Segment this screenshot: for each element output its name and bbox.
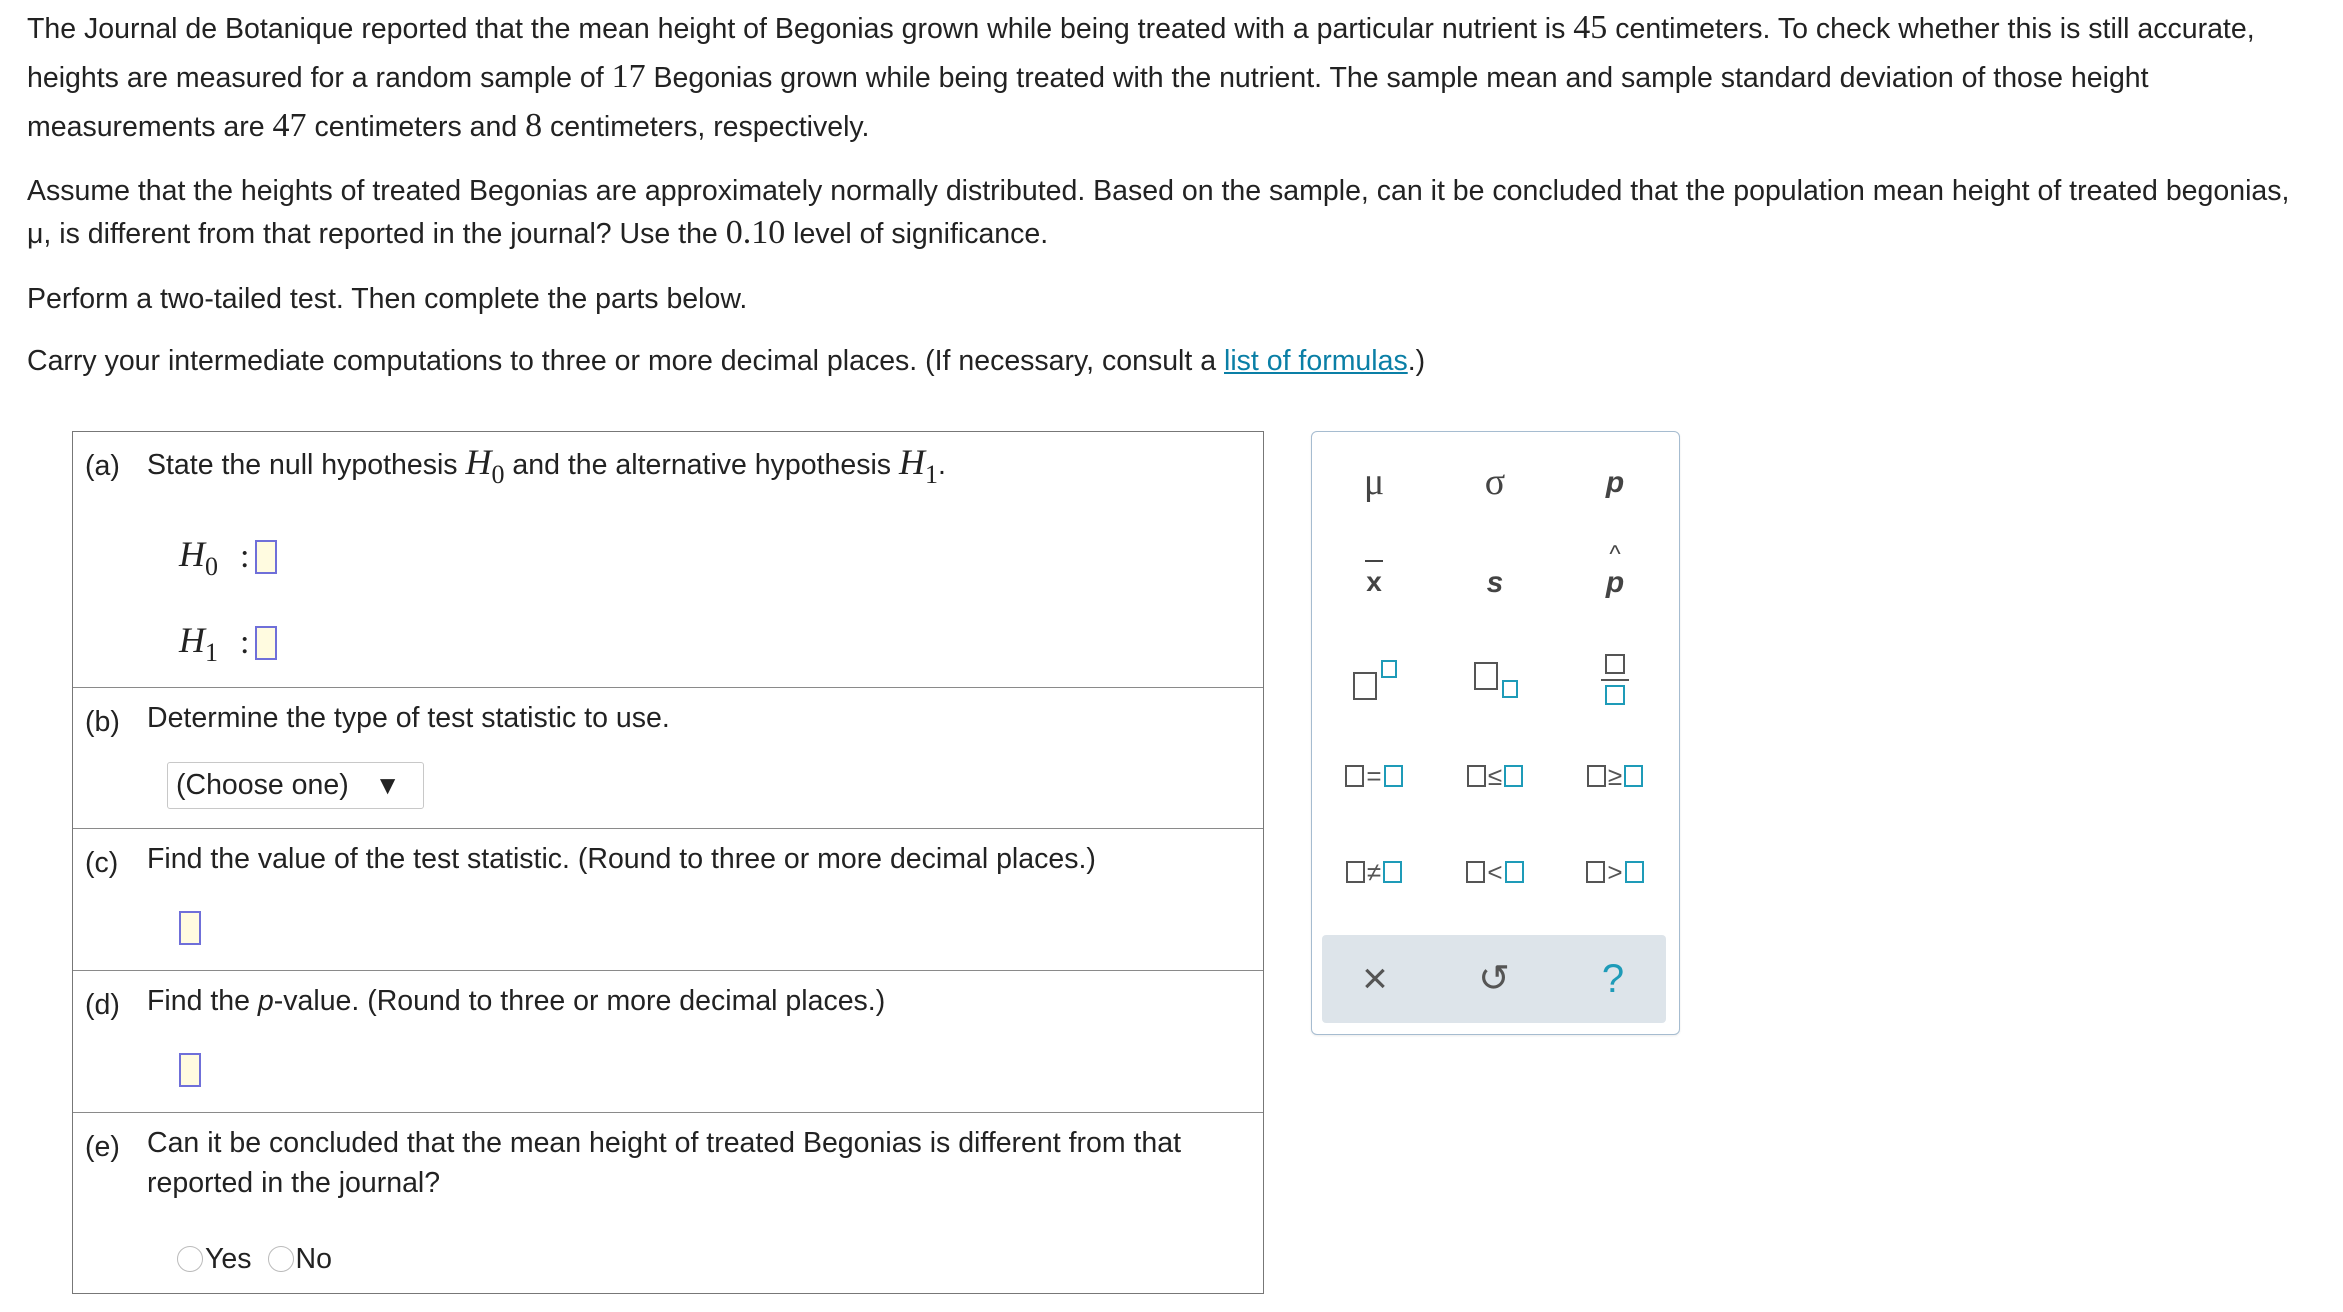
part-e: [73, 1113, 1263, 1293]
p-hat-button[interactable]: [1575, 540, 1655, 612]
x-bar-button[interactable]: [1334, 552, 1414, 612]
less-equal-icon: ≤: [1467, 754, 1523, 798]
greater-equal-button[interactable]: [1575, 746, 1655, 806]
part-d-label: (d): [85, 989, 120, 1021]
s-button[interactable]: [1455, 552, 1535, 612]
superscript-icon: [1349, 658, 1399, 702]
part-c-label: (c): [85, 847, 119, 879]
less-than-button[interactable]: [1455, 842, 1535, 902]
h1-symbol: $H_1$: [179, 620, 218, 667]
sigma-button[interactable]: [1455, 452, 1535, 512]
h0-input[interactable]: [255, 540, 277, 574]
problem-paragraph-3: Perform a two-tailed test. Then complete the parts below.: [27, 283, 748, 315]
part-a-prompt: State the null hypothesis $H_0$ and the alternative hypothesis $H_1$.: [147, 442, 946, 489]
test-statistic-select[interactable]: [167, 762, 424, 809]
null-hypothesis-row: $H_0$ :: [179, 524, 277, 589]
equals-icon: =: [1345, 754, 1402, 798]
yes-radio[interactable]: [177, 1246, 203, 1272]
s-icon: s: [1486, 565, 1504, 599]
mu-button[interactable]: [1334, 452, 1414, 512]
help-button[interactable]: [1578, 949, 1648, 1009]
symbol-palette: [1311, 431, 1680, 1035]
part-c-prompt: Find the value of the test statistic. (Round to three or more decimal places.): [147, 843, 1096, 875]
equals-button[interactable]: [1334, 746, 1414, 806]
part-a: [73, 432, 1263, 688]
conclusion-radio-group: [177, 1235, 348, 1283]
close-icon: ×: [1362, 954, 1388, 1003]
p-icon: p: [1605, 465, 1625, 499]
not-equal-icon: ≠: [1346, 850, 1402, 894]
greater-equal-icon: ≥: [1587, 754, 1643, 798]
problem-paragraph-1: The Journal de Botanique reported that the mean height of Begonias grown while being treated with a particular nutrient is 45 centimeters. To check whether this is still accurate, heights are measured for a random sample of 17 Begonias grown while being treated with the nutrient. The sample mean and sample standard deviation of those height measurements are 47 centimeters and 8 centimeters, respectively.: [27, 9, 2255, 144]
dropdown-arrow-icon: ▼: [374, 770, 401, 801]
part-b: [73, 688, 1263, 829]
palette-toolbar: [1322, 935, 1666, 1023]
greater-than-button[interactable]: [1575, 842, 1655, 902]
mu-icon: μ: [1363, 460, 1385, 503]
select-value: (Choose one): [176, 769, 349, 802]
undo-button[interactable]: [1459, 949, 1529, 1009]
x-bar-icon: x: [1366, 558, 1382, 606]
less-equal-button[interactable]: [1455, 746, 1535, 806]
subscript-button[interactable]: [1455, 650, 1535, 710]
less-than-icon: <: [1466, 850, 1523, 894]
part-e-label: (e): [85, 1131, 120, 1163]
h1-input[interactable]: [255, 626, 277, 660]
problem-paragraph-4: Carry your intermediate computations to three or more decimal places. (If necessary, consult a list of formulas.): [27, 345, 1426, 378]
test-statistic-input[interactable]: [179, 911, 201, 945]
yes-label: Yes: [205, 1243, 252, 1275]
fraction-icon: [1595, 652, 1635, 708]
part-e-prompt: Can it be concluded that the mean height of treated Begonias is different from that reported in the journal?: [147, 1127, 1182, 1199]
problem-statement: [27, 4, 2317, 386]
sigma-icon: σ: [1484, 460, 1506, 503]
part-d: [73, 971, 1263, 1113]
alternative-hypothesis-row: $H_1$ :: [179, 610, 277, 675]
part-d-prompt: Find the p-value. (Round to three or more decimal places.): [147, 985, 886, 1017]
no-radio[interactable]: [268, 1246, 294, 1272]
question-box: [72, 431, 1264, 1294]
p-value-input[interactable]: [179, 1053, 201, 1087]
part-c: [73, 829, 1263, 971]
superscript-button[interactable]: [1334, 650, 1414, 710]
fraction-button[interactable]: [1575, 650, 1655, 710]
part-a-label: (a): [85, 450, 120, 482]
part-b-prompt: Determine the type of test statistic to use.: [147, 702, 670, 734]
not-equal-button[interactable]: [1334, 842, 1414, 902]
undo-icon: ↺: [1478, 958, 1510, 1000]
p-hat-icon: ^ p: [1605, 540, 1625, 599]
formulas-link[interactable]: list of formulas: [1224, 345, 1408, 378]
p-button[interactable]: [1575, 452, 1655, 512]
h0-symbol: $H_0$: [179, 534, 218, 581]
no-label: No: [295, 1243, 332, 1275]
greater-than-icon: >: [1586, 850, 1643, 894]
part-b-label: (b): [85, 706, 120, 738]
help-icon: ?: [1601, 957, 1625, 1001]
problem-paragraph-2: Assume that the heights of treated Begonias are approximately normally distributed. Based on the sample, can it be concluded that the population mean height of treated begonias, μ, is different from that reported in the journal? Use the 0.10 level of significance.: [27, 175, 2290, 251]
clear-button[interactable]: [1340, 949, 1410, 1009]
subscript-icon: [1470, 658, 1520, 702]
